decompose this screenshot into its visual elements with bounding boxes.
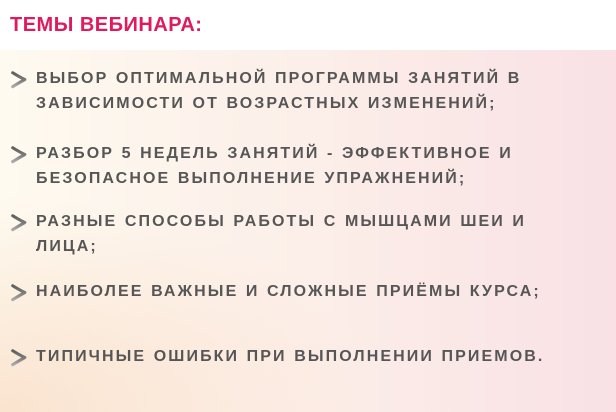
topic-line: ТИПИЧНЫЕ ОШИБКИ ПРИ ВЫПОЛНЕНИИ ПРИЕМОВ.	[36, 348, 545, 365]
topic-text	[36, 141, 513, 191]
topic-line: ВЫБОР ОПТИМАЛЬНОЙ ПРОГРАММЫ ЗАНЯТИЙ В	[36, 70, 522, 87]
topic-item	[10, 66, 616, 116]
topic-item	[10, 344, 616, 369]
chevron-right-icon	[10, 283, 28, 302]
chevron-right-icon	[10, 145, 28, 164]
topic-line: НАИБОЛЕЕ ВАЖНЫЕ И СЛОЖНЫЕ ПРИЁМЫ КУРСА;	[36, 283, 541, 300]
topic-item	[10, 141, 616, 191]
topic-line: РАЗНЫЕ СПОСОБЫ РАБОТЫ С МЫШЦАМИ ШЕИ И	[36, 213, 527, 230]
topic-line: ЛИЦА;	[36, 238, 98, 255]
topic-item	[10, 209, 616, 259]
topic-line: РАЗБОР 5 НЕДЕЛЬ ЗАНЯТИЙ - ЭФФЕКТИВНОЕ И	[36, 145, 513, 162]
slide-header	[0, 0, 616, 50]
topic-text	[36, 279, 541, 304]
chevron-right-icon	[10, 213, 28, 232]
topic-text	[36, 344, 544, 369]
topic-text	[36, 66, 521, 116]
chevron-right-icon	[10, 348, 28, 367]
topic-line: БЕЗОПАСНОЕ ВЫПОЛНЕНИЕ УПРАЖНЕНИЙ;	[36, 170, 467, 187]
topic-item	[10, 279, 616, 304]
topic-text	[36, 209, 526, 259]
chevron-right-icon	[10, 70, 28, 89]
topics-list	[0, 50, 616, 412]
topic-line: ЗАВИСИМОСТИ ОТ ВОЗРАСТНЫХ ИЗМЕНЕНИЙ;	[36, 95, 497, 112]
page-title: ТЕМЫ ВЕБИНАРА:	[10, 14, 203, 36]
